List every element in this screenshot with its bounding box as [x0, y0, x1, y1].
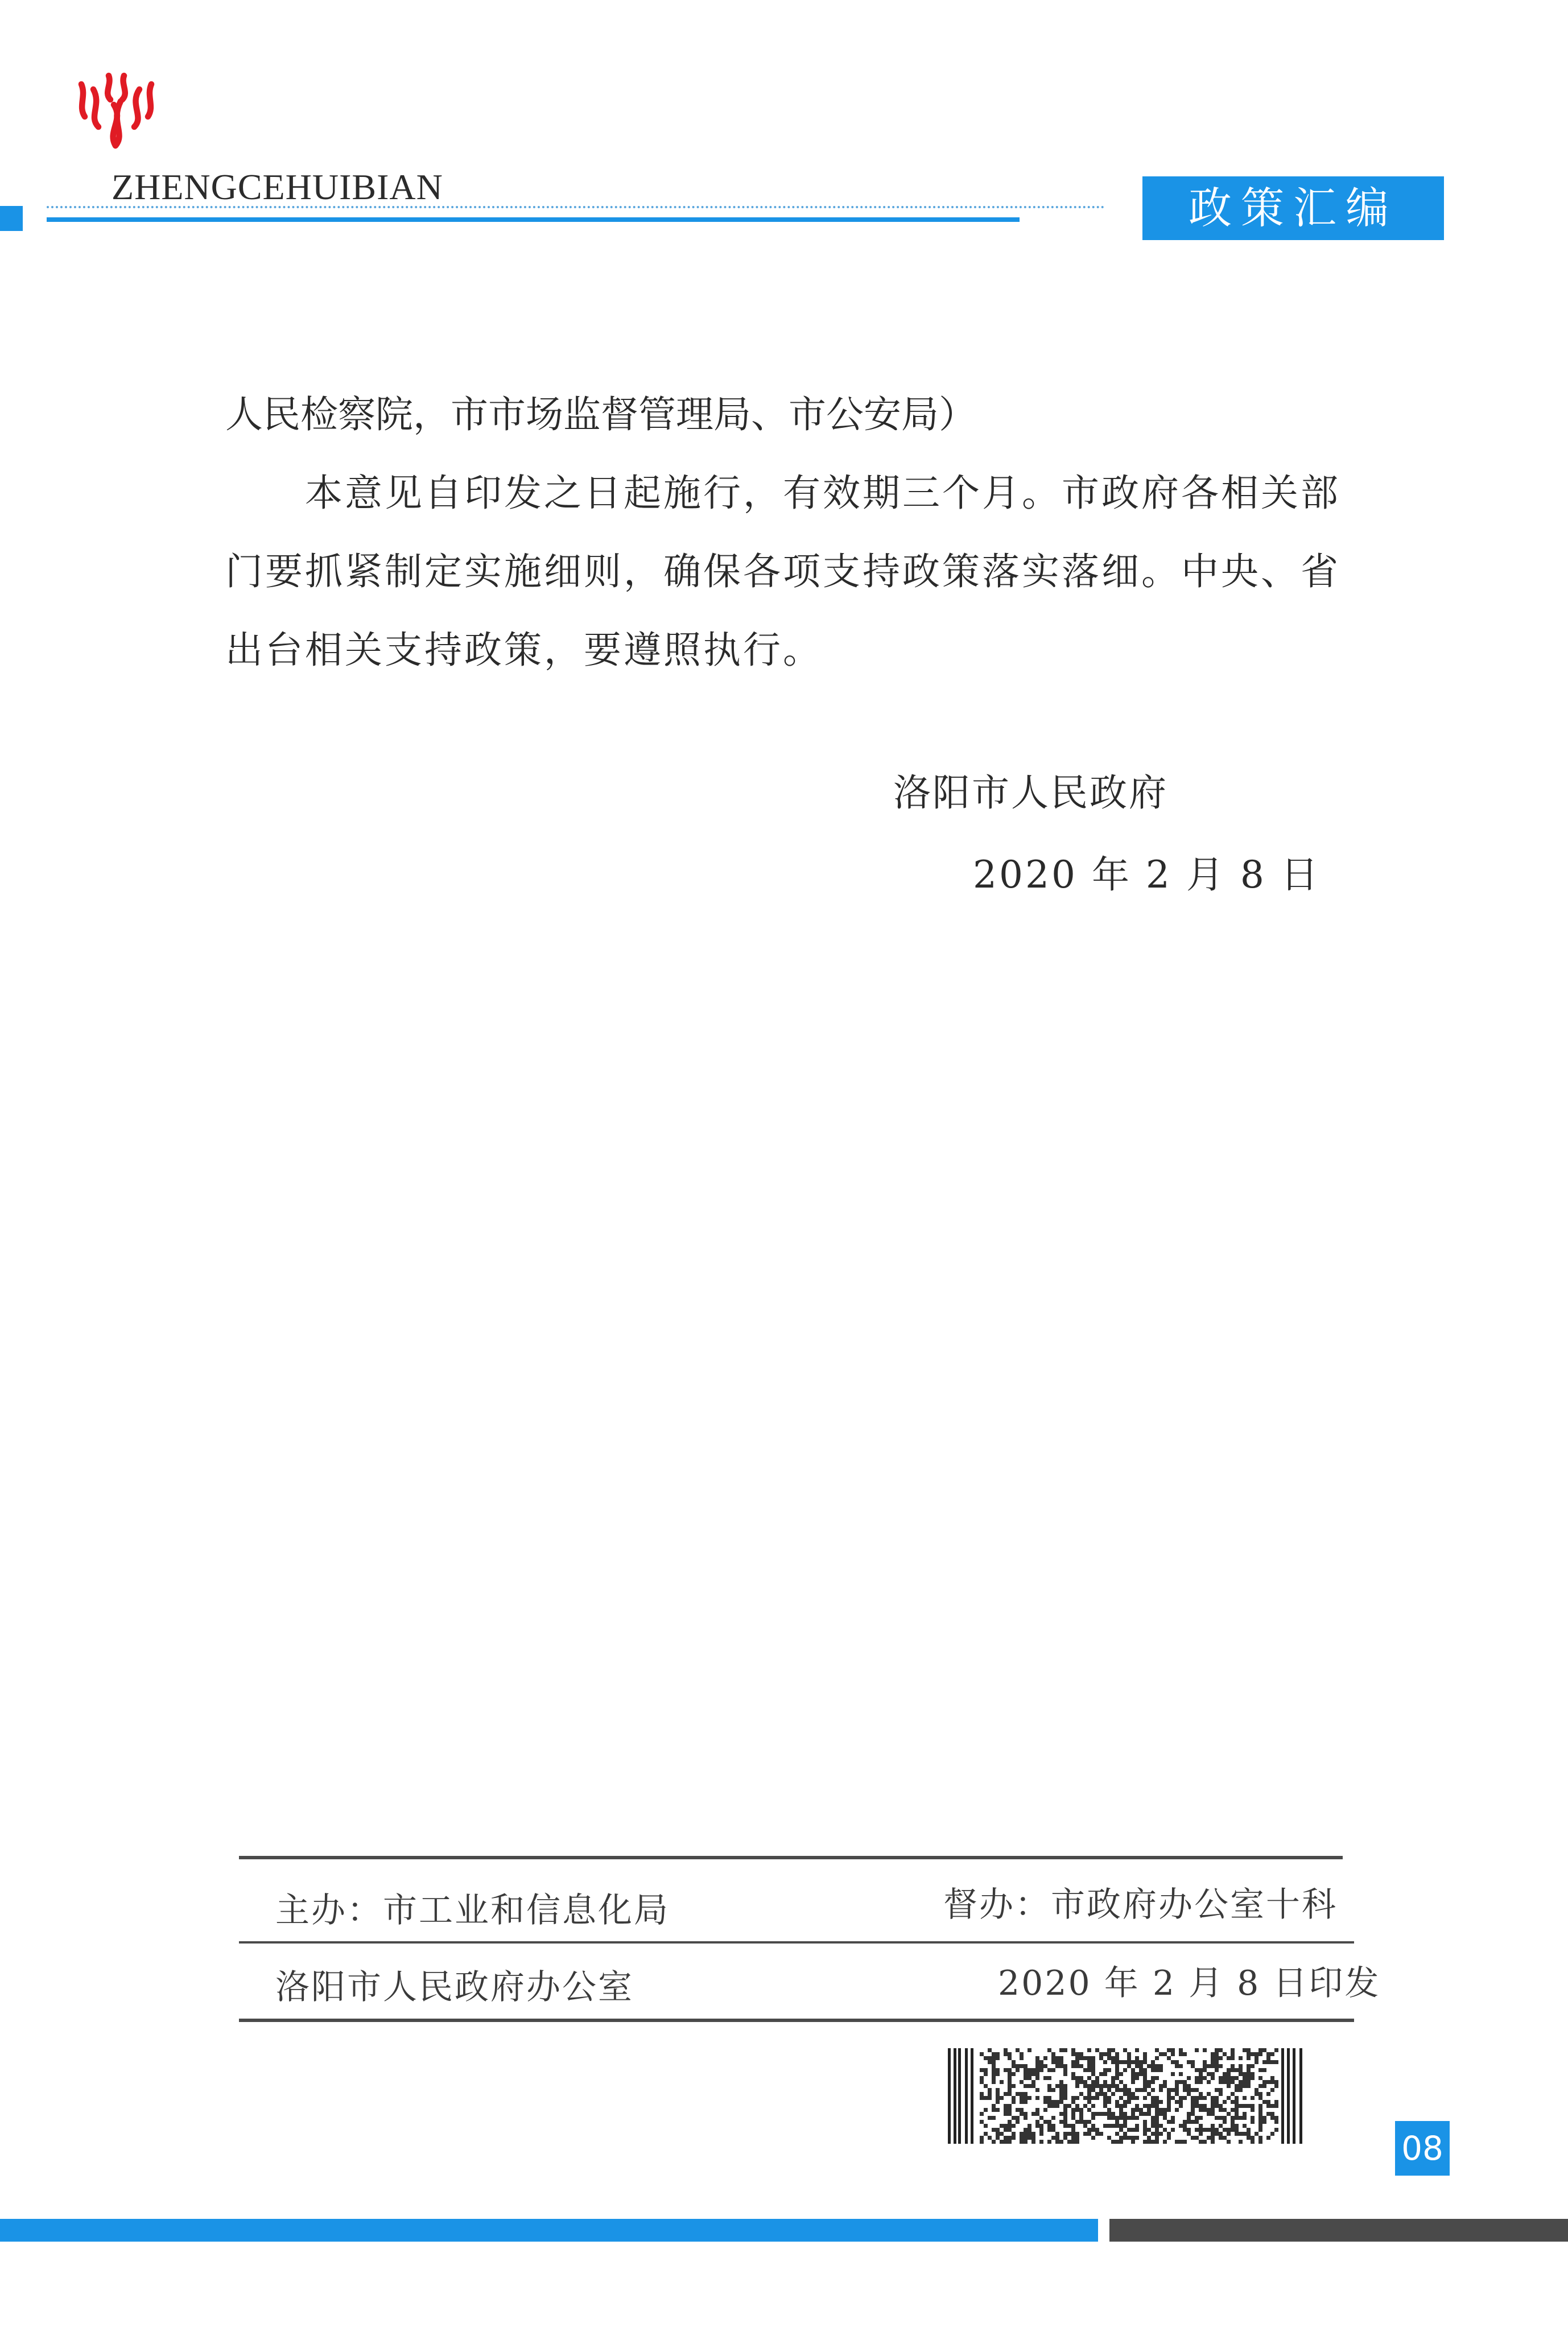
- page-number: 08: [1395, 2121, 1450, 2176]
- section-title-badge: 政策汇编: [1142, 176, 1444, 240]
- footer-supervise: 督办：市政府办公室十科: [943, 1885, 1338, 1925]
- header-dotted-divider: [47, 206, 1105, 208]
- footer-rule-bottom: [239, 2019, 1354, 2022]
- brand-latin: ZHENGCEHUIBIAN: [112, 167, 443, 207]
- footer-print-date: 2020 年 2 月 8 日印发: [998, 1963, 1381, 2003]
- body-paragraph: 本意见自印发之日起施行，有效期三个月。市政府各相关部门要抓紧制定实施细则，确保各项支持政策落实落细。中央、省出台相关支持政策，要遵照执行。: [225, 471, 1340, 672]
- footer-rule-top: [239, 1856, 1343, 1859]
- bottom-gray-bar: [1109, 2219, 1568, 2242]
- flame-logo-icon: [73, 67, 158, 152]
- footer-rule-middle: [239, 1941, 1354, 1944]
- signature-date: 2020 年 2 月 8 日: [973, 853, 1321, 897]
- body-paragraph: 人民检察院，市市场监督管理局、市公安局）: [225, 393, 976, 436]
- footer-issuing-office: 洛阳市人民政府办公室: [275, 1967, 634, 2007]
- signature-org: 洛阳市人民政府: [893, 771, 1168, 815]
- footer-host: 主办：市工业和信息化局: [275, 1891, 670, 1930]
- header-blue-divider: [47, 217, 1020, 222]
- barcode-icon: [948, 2048, 1304, 2144]
- bottom-blue-bar: [0, 2219, 1098, 2242]
- header-accent-square: [0, 206, 23, 231]
- document-body: [225, 376, 1352, 690]
